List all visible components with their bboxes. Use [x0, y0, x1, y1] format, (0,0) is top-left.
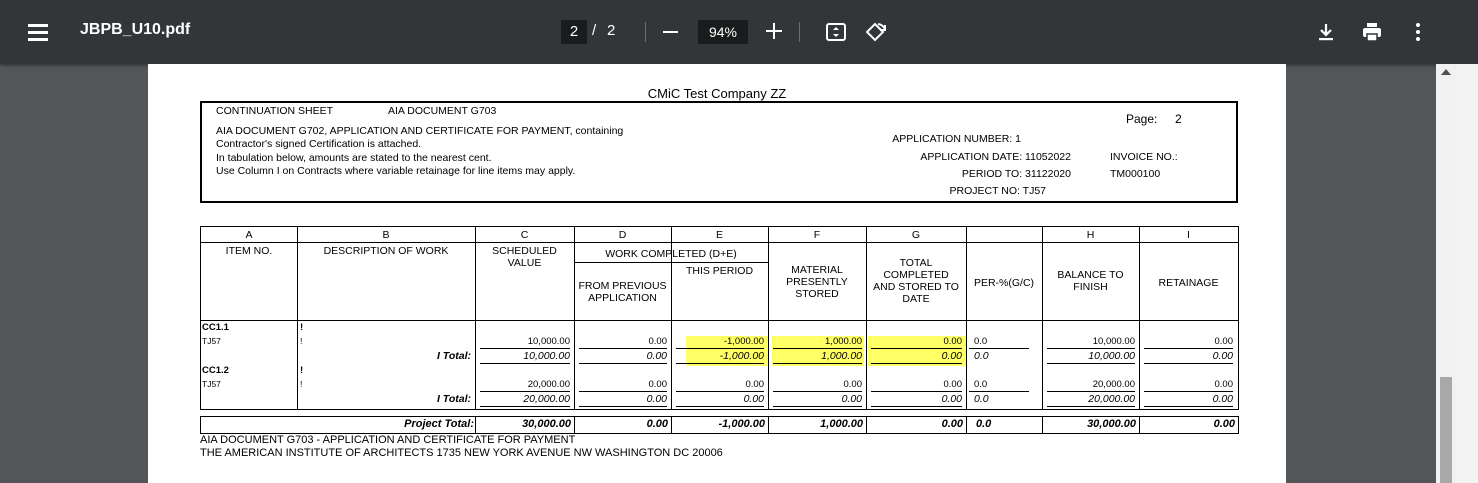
- line-value: 10,000.00: [527, 336, 570, 347]
- item-sub-marker: !: [300, 336, 303, 346]
- from-previous-header: FROM PREVIOUS APPLICATION: [578, 280, 667, 304]
- total-underline: [773, 363, 862, 364]
- project-total-this-period: -1,000.00: [718, 418, 765, 430]
- line-total: 0.00: [743, 393, 764, 405]
- work-completed-header: WORK COMPLETED (D+E): [605, 248, 737, 260]
- total-underline: [579, 406, 667, 407]
- col-letter-a: A: [245, 229, 253, 241]
- file-name: JBPB_U10.pdf: [80, 21, 191, 38]
- total-underline: [480, 363, 570, 364]
- col-letter-c: C: [520, 229, 529, 241]
- invoice-label: INVOICE NO.:: [1110, 151, 1178, 163]
- total-underline: [1144, 406, 1233, 407]
- line-value: 0.00: [745, 379, 764, 390]
- print-icon[interactable]: [1360, 20, 1384, 44]
- col-letter-f: F: [813, 229, 821, 241]
- this-period-header: THIS PERIOD: [685, 265, 754, 277]
- header-line-4: Use Column I on Contracts where variable retainage for line items may apply.: [216, 165, 576, 177]
- line-total: 0.00: [941, 350, 962, 362]
- total-underline: [676, 348, 764, 349]
- line-value: 0.00: [943, 379, 962, 390]
- line-total: 0.00: [646, 393, 667, 405]
- line-total: 20,000.00: [1088, 393, 1135, 405]
- col-letter-d: D: [618, 229, 627, 241]
- item-sub: TJ57: [202, 379, 221, 389]
- total-underline: [480, 348, 570, 349]
- project-total-material: 1,000.00: [820, 418, 863, 430]
- total-pages: 2: [607, 22, 616, 39]
- project-number: PROJECT NO: TJ57: [949, 185, 1046, 197]
- application-date: APPLICATION DATE: 11052022: [920, 151, 1071, 163]
- total-label: I Total:: [436, 350, 471, 362]
- project-total-completed: 0.00: [941, 418, 963, 430]
- total-underline: [1047, 348, 1135, 349]
- company-name: CMiC Test Company ZZ: [647, 86, 787, 101]
- pdf-page: [148, 64, 1286, 483]
- line-total: 0.00: [1212, 350, 1233, 362]
- line-value: 0.00: [1214, 379, 1233, 390]
- plus-icon[interactable]: [766, 23, 782, 39]
- total-underline: [579, 348, 667, 349]
- total-underline: [676, 391, 764, 392]
- project-total-label: Project Total:: [404, 418, 474, 430]
- header-line-2: Contractor's signed Certification is attached.: [216, 138, 422, 150]
- material-header: MATERIAL PRESENTLY STORED: [786, 264, 848, 300]
- total-underline: [1144, 348, 1233, 349]
- line-value: -1,000.00: [723, 336, 764, 347]
- col-letter-h: H: [1086, 229, 1095, 241]
- application-number: APPLICATION NUMBER: 1: [892, 133, 1021, 145]
- aia-document-label: AIA DOCUMENT G703: [388, 105, 497, 117]
- total-underline: [969, 391, 1029, 392]
- retainage-header: RETAINAGE: [1158, 277, 1219, 289]
- vertical-scrollbar[interactable]: [1436, 64, 1456, 483]
- line-total: -1,000.00: [719, 350, 764, 362]
- line-total: 0.00: [646, 350, 667, 362]
- total-underline: [773, 348, 862, 349]
- page-value: 2: [1175, 112, 1182, 126]
- line-value: 20,000.00: [1092, 379, 1135, 390]
- scrollbar-thumb[interactable]: [1440, 377, 1452, 483]
- minus-icon: [663, 31, 678, 33]
- line-total: 0.00: [1212, 393, 1233, 405]
- line-total: 1,000.00: [821, 350, 862, 362]
- page-label: Page:: [1126, 112, 1158, 126]
- window-edge: [1456, 64, 1478, 483]
- zoom-out-button[interactable]: [659, 20, 683, 44]
- project-total-scheduled: 30,000.00: [522, 418, 571, 430]
- fit-page-icon[interactable]: [824, 20, 848, 44]
- total-underline: [871, 406, 962, 407]
- project-total-previous: 0.00: [646, 418, 668, 430]
- item-sub: TJ57: [202, 336, 221, 346]
- total-underline: [871, 348, 962, 349]
- total-underline: [676, 363, 764, 364]
- continuation-sheet-label: CONTINUATION SHEET: [216, 105, 334, 117]
- total-underline: [676, 406, 764, 407]
- project-total-row: [200, 416, 1239, 434]
- footer-line-1: AIA DOCUMENT G703 - APPLICATION AND CERTIFICATE FOR PAYMENT: [200, 434, 576, 446]
- period-to: PERIOD TO: 31122020: [961, 168, 1071, 180]
- line-total: 0.00: [841, 393, 862, 405]
- toolbar-divider: [645, 22, 646, 42]
- line-total: 10,000.00: [1088, 350, 1135, 362]
- line-value: 0.00: [843, 379, 862, 390]
- col-letter-i: I: [1187, 229, 1190, 241]
- total-underline: [773, 391, 862, 392]
- col-letter-e: E: [715, 229, 723, 241]
- total-underline: [969, 348, 1029, 349]
- invoice-value: TM000100: [1110, 168, 1161, 180]
- line-total: 0.0: [974, 350, 989, 362]
- total-underline: [1047, 406, 1135, 407]
- line-value: 0.00: [1214, 336, 1233, 347]
- description-header: DESCRIPTION OF WORK: [323, 245, 449, 257]
- item-marker: !: [300, 365, 304, 376]
- balance-header: BALANCE TO FINISH: [1057, 269, 1124, 293]
- scheduled-value-header: SCHEDULED VALUE: [492, 245, 557, 269]
- page-separator: /: [592, 22, 597, 39]
- rotate-icon[interactable]: [864, 20, 888, 44]
- line-value: 0.00: [648, 336, 667, 347]
- header-line-3: In tabulation below, amounts are stated to the nearest cent.: [216, 152, 492, 164]
- line-value: 0.00: [943, 336, 962, 347]
- project-total-percent: 0.0: [976, 418, 992, 430]
- line-value: 0.0: [974, 379, 988, 390]
- col-letter-b: B: [382, 229, 390, 241]
- line-value: 20,000.00: [527, 379, 570, 390]
- total-underline: [480, 406, 570, 407]
- line-total: 20,000.00: [523, 393, 570, 405]
- line-value: 0.00: [648, 379, 667, 390]
- total-label: I Total:: [436, 393, 471, 405]
- zoom-level-input[interactable]: 94%: [698, 20, 748, 44]
- toolbar-divider: [799, 22, 800, 42]
- footer-line-2: THE AMERICAN INSTITUTE OF ARCHITECTS 1735 NEW YORK AVENUE NW WASHINGTON DC 20006: [200, 447, 723, 459]
- line-total: 0.0: [974, 393, 989, 405]
- item-code: CC1.2: [202, 365, 229, 376]
- project-total-balance: 30,000.00: [1087, 418, 1136, 430]
- continuation-table: [200, 226, 1239, 410]
- line-value: 10,000.00: [1092, 336, 1135, 347]
- item-code: CC1.1: [202, 322, 229, 333]
- total-underline: [871, 391, 962, 392]
- percent-header: PER-%(G/C): [973, 277, 1035, 289]
- total-underline: [1144, 363, 1233, 364]
- header-line-1: AIA DOCUMENT G702, APPLICATION AND CERTIFICATE FOR PAYMENT, containing: [216, 125, 624, 137]
- page-number-input[interactable]: 2: [561, 20, 587, 44]
- header-box: [200, 101, 1238, 203]
- total-underline: [1144, 391, 1233, 392]
- item-no-header: ITEM NO.: [225, 245, 273, 257]
- total-underline: [1047, 363, 1135, 364]
- col-letter-g: G: [911, 229, 921, 241]
- line-value: 0.0: [974, 336, 988, 347]
- total-underline: [871, 363, 962, 364]
- menu-icon[interactable]: [26, 20, 50, 44]
- total-underline: [579, 391, 667, 392]
- scroll-up-icon[interactable]: [1441, 69, 1451, 75]
- line-total: 0.00: [941, 393, 962, 405]
- line-value: 1,000.00: [825, 336, 862, 347]
- item-sub-marker: !: [300, 379, 303, 389]
- total-underline: [1047, 391, 1135, 392]
- download-icon[interactable]: [1314, 20, 1338, 44]
- line-total: 10,000.00: [523, 350, 570, 362]
- more-vert-icon[interactable]: [1406, 20, 1430, 44]
- total-underline: [579, 363, 667, 364]
- pdf-toolbar: [0, 0, 1478, 64]
- total-completed-header: TOTAL COMPLETED AND STORED TO DATE: [873, 257, 959, 305]
- item-marker: !: [300, 322, 304, 333]
- total-underline: [773, 406, 862, 407]
- project-total-retainage: 0.00: [1213, 418, 1235, 430]
- total-underline: [480, 391, 570, 392]
